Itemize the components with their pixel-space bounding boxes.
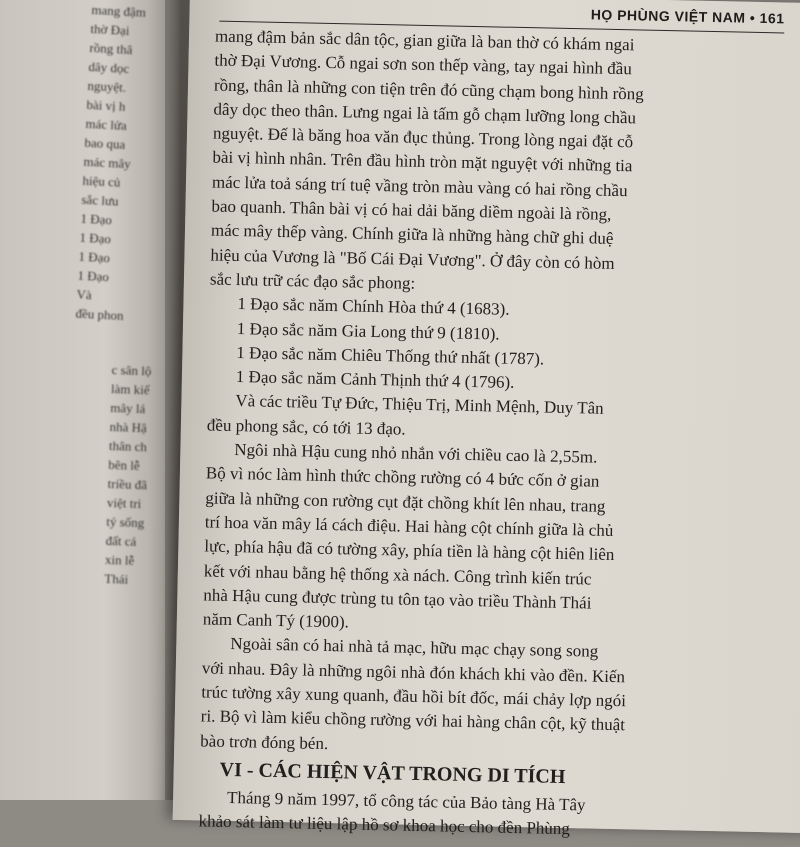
paragraph-hau-cung [203, 437, 787, 643]
text-line: Bộ vì nóc làm hình thức chồng rường có 4 bức cốn ở gian [205, 463, 600, 492]
page-body [198, 25, 795, 846]
text-line: đều phon [75, 305, 124, 324]
text-line: sắc lưu trữ các đạo sắc phong: [209, 269, 416, 293]
text-line: bao quanh. Thân bài vị có hai dải băng diềm ngoài là rồng, [211, 196, 612, 224]
text-line: Ngoài sân có hai nhà tả mạc, hữu mạc chạy song song [230, 634, 599, 662]
text-line: mây lá [110, 399, 146, 417]
text-line: nhà Hậu cung được trùng tu tôn tạo vào triều Thành Thái [203, 585, 592, 613]
text-line: thờ Đại Vương. Cỗ ngai sơn son thếp vàng, tay ngai hình đầu [214, 50, 633, 79]
text-line: mác mây [83, 153, 132, 172]
text-line: làm kiể [110, 380, 150, 398]
text-line: mác mây thếp vàng. Chính giữa là những hàng chữ ghi duệ [210, 220, 614, 249]
text-line: bài vị hình nhân. Trên đầu hình tròn mặt nguyệt với những tia [212, 147, 633, 176]
text-line: năm Canh Tý (1900). [202, 609, 350, 632]
text-line: Tháng 9 năm 1997, tổ công tác của Bảo tàng Hà Tây [226, 787, 586, 815]
text-line: rồng, thân là những con tiện trên đó cũng chạm bong hình rồng [213, 75, 645, 104]
text-line: tý sống [106, 513, 145, 531]
text-line: Và các triều Tự Đức, Thiệu Trị, Minh Mệnh, Duy Tân [235, 391, 604, 419]
text-line: mác lửa toả sáng trí tuệ vầng tròn màu vàng có hai rồng chầu [211, 172, 628, 200]
text-line: triều đã [107, 475, 148, 493]
text-line: lực, phía hậu đã có tường xây, phía tiền là hàng cột hiên liên [204, 536, 615, 565]
text-line: trí hoa văn mây lá cách điệu. Hai hàng cột chính giữa là chủ [204, 512, 614, 540]
text-line: bài vị h [86, 96, 126, 114]
text-line: đều phong sắc, có tới 13 đạo. [206, 415, 406, 439]
text-line: 1 Đạo [77, 267, 110, 285]
book-page [173, 0, 800, 839]
paragraph-ta-mac-huu-mac [200, 632, 782, 766]
text-line: 1 Đạo [79, 229, 112, 247]
text-line: khảo sát làm tư liệu lập hồ sơ khoa học cho đền Phùng [198, 811, 571, 839]
text-line: 1 Đạo sắc năm Chính Hòa thứ 4 (1683). [237, 294, 510, 320]
text-line: thờ Đại [90, 20, 130, 38]
paragraph-altar-description [210, 25, 795, 304]
text-line: rồng thâ [89, 39, 133, 58]
text-line: mang đậm [91, 1, 147, 20]
text-line: Thái [104, 570, 129, 587]
text-line: nguyệt. Đế là băng hoa văn đục thủng. Trong lòng ngai đặt cỗ [212, 123, 634, 152]
text-line: bào trơn đóng bén. [200, 730, 329, 753]
header-title: HỌ PHÙNG VIỆT NAM • 161 [590, 6, 785, 27]
text-line: bao qua [84, 134, 126, 152]
left-page-text-top [75, 0, 146, 325]
text-line: việt tri [106, 494, 142, 512]
text-line: đất cá [105, 532, 137, 549]
text-line: dây dọc theo thân. Lưng ngai là tấm gỗ chạm lưỡng long chầu [213, 99, 637, 128]
text-line: 1 Đạo sắc năm Cảnh Thịnh thứ 4 (1796). [235, 367, 515, 393]
text-line: 1 Đạo [78, 248, 111, 266]
text-line: bên lễ [108, 456, 141, 474]
decree-list [208, 292, 790, 401]
text-line: ri. Bộ vì làm kiểu chồng rường với hai hàng chân cột, kỹ thuật [200, 706, 626, 735]
text-line: nhà Hậ [109, 418, 148, 436]
text-line: hiệu củ [82, 172, 121, 190]
text-line: Và [76, 286, 93, 303]
text-line: thân ch [108, 437, 148, 455]
text-line: nguyệt. [87, 77, 127, 95]
text-line: 1 Đạo [80, 210, 113, 228]
text-line: kết với nhau bằng hệ thống xà nách. Công trình kiến trúc [203, 560, 592, 589]
text-line: với nhau. Đây là những ngôi nhà đón khách khi vào đền. Kiến [201, 658, 626, 686]
text-line: dây dọc [88, 58, 130, 77]
text-line: sắc lưu [81, 191, 119, 209]
text-line: trúc tường xây xung quanh, đầu hồi bít đốc, mái chảy lợp ngói [201, 682, 627, 711]
left-page-text-bottom [104, 360, 152, 589]
text-line: 1 Đạo sắc năm Gia Long thứ 9 (1810). [236, 318, 500, 344]
text-line: 1 Đạo sắc năm Chiêu Thống thứ nhất (1787). [236, 342, 545, 369]
text-line: c sân lộ [111, 361, 152, 379]
left-facing-page [0, 0, 175, 800]
section-title: VI - CÁC HIỆN VẬT TRONG DI TÍCH [219, 758, 566, 788]
text-line: giữa là những con rường cụt đặt chồng khít lên nhau, trang [205, 488, 606, 516]
text-line: Ngôi nhà Hậu cung nhỏ nhắn với chiều cao là 2,55m. [234, 440, 598, 467]
text-line: mang đậm bản sắc dân tộc, gian giữa là ban thờ có khám ngai [214, 26, 635, 55]
text-line: xin lễ [104, 551, 135, 568]
text-line: mác lửa [85, 115, 128, 133]
text-line: hiệu của Vương là "Bố Cái Đại Vương". Ở đây còn có hòm [210, 245, 615, 273]
